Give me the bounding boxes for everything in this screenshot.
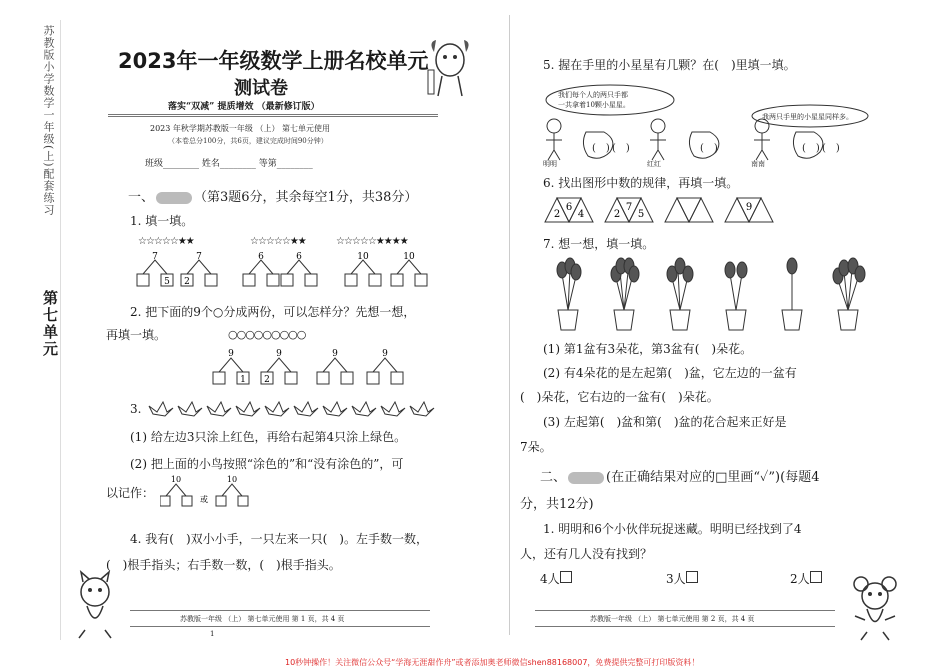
- q6-num-4: 2: [613, 209, 621, 220]
- q7-text: 7. 想一想，填一填。: [543, 237, 655, 251]
- mouse-mascot-icon: [845, 572, 905, 642]
- q6-num-3: 4: [577, 209, 585, 220]
- answer-box[interactable]: [267, 274, 279, 286]
- q7-part1: (1) 第1盆有3朵花，第3盆有( )朵花。: [543, 342, 753, 356]
- sec2-q1-line1: 1. 明明和6个小伙伴玩捉迷藏。明明已经找到了4: [543, 522, 802, 536]
- q3-or: 或: [200, 495, 208, 504]
- q1-top-1: 7: [152, 252, 158, 262]
- q2-top-1: 9: [228, 349, 234, 359]
- q1-stars-1: ☆☆☆☆☆★★: [138, 236, 194, 247]
- bubble2-text: 我两只手里的小星星同样多。: [762, 113, 853, 121]
- q2-line1: 2. 把下面的9个○分成两份，可以怎样分？先想一想，: [130, 305, 416, 319]
- option-label: 3人: [666, 572, 686, 586]
- bird-icon[interactable]: [265, 402, 289, 416]
- answer-box[interactable]: [205, 274, 217, 286]
- bird-icon[interactable]: [352, 402, 376, 416]
- option-label: 4人: [540, 572, 560, 586]
- blank-parens[interactable]: ( ): [592, 143, 610, 154]
- blank-parens[interactable]: ( ): [822, 143, 840, 154]
- q6-num-6: 5: [637, 209, 645, 220]
- q2-decomposition-diagrams: [205, 346, 425, 388]
- answer-box[interactable]: [305, 274, 317, 286]
- flower-pot-icon: [725, 262, 747, 330]
- footer-page-mark: 1: [210, 630, 215, 638]
- q6-num-2: 6: [565, 202, 573, 213]
- section1-title: （第3题6分，其余每空1分，共38分）: [194, 190, 418, 205]
- q2-top-3: 9: [332, 349, 338, 359]
- q3-bird-row: [145, 398, 435, 420]
- answer-box[interactable]: [317, 372, 329, 384]
- name-honghong: 红红: [647, 160, 661, 168]
- answer-box[interactable]: [137, 274, 149, 286]
- blank-parens[interactable]: ( ): [612, 143, 630, 154]
- q7-flower-pots: [548, 256, 873, 334]
- q1-text: 1. 填一填。: [130, 214, 194, 228]
- q6-text: 6. 找出图形中数的规律，再填一填。: [543, 176, 739, 190]
- slogan: 落实“双减” 提质增效 （最新修订版）: [168, 102, 320, 112]
- q1-top-4: 6: [296, 252, 302, 262]
- flower-pot-icon: [782, 258, 802, 330]
- blank-parens[interactable]: ( ): [802, 143, 820, 154]
- bird-icon[interactable]: [381, 402, 405, 416]
- q2-given-1: 1: [240, 375, 246, 385]
- q2-line2: 再填一填。: [106, 328, 167, 342]
- q5-text: 5. 握在手里的小星星有几颗？在( )里填一填。: [543, 58, 796, 72]
- answer-box[interactable]: [341, 372, 353, 384]
- header-rule: [108, 116, 438, 117]
- q4-line2: ( )根手指头；右手数一数，( )根手指头。: [106, 558, 341, 572]
- bird-icon[interactable]: [178, 402, 202, 416]
- q3-record-diagrams: [160, 474, 260, 510]
- answer-box[interactable]: [243, 274, 255, 286]
- answer-box[interactable]: [345, 274, 357, 286]
- footer-rule: [130, 610, 430, 611]
- footer-rule: [535, 626, 835, 627]
- q6-num-10: 9: [745, 202, 753, 213]
- q5-illustration: [540, 82, 870, 168]
- flower-pot-icon: [557, 258, 581, 330]
- q6-num-1: 2: [553, 209, 561, 220]
- bird-icon[interactable]: [294, 402, 318, 416]
- q3-part2-line2: 以记作：: [106, 486, 155, 500]
- q1-stars-3: ☆☆☆☆☆★★★★: [336, 236, 408, 247]
- header-rule: [108, 114, 438, 115]
- name-nannan: 南南: [751, 160, 765, 168]
- q1-top-6: 10: [403, 252, 415, 262]
- promo-footer-note: 10秒钟操作！关注微信公众号“学海无涯甜作舟”或者添加奥老师微信shen88168007，免费提供完整可打印版资料！: [285, 658, 700, 667]
- section-badge-icon: [568, 472, 604, 484]
- q7-part3-line2: 7朵。: [520, 440, 552, 454]
- footer-rule: [535, 610, 835, 611]
- answer-box[interactable]: [369, 274, 381, 286]
- sec2-option-3[interactable]: [790, 570, 822, 587]
- answer-box[interactable]: [415, 274, 427, 286]
- q3-top-2: 10: [226, 475, 238, 484]
- q7-part2-line1: (2) 有4朵花的是左起第( )盆，它左边的一盆有: [543, 366, 797, 380]
- bubble1-line1: 我们每个人的两只手都: [558, 91, 628, 99]
- speech-bubble: [546, 85, 674, 115]
- cat-mascot-icon: [65, 570, 125, 640]
- q1-top-2: 7: [196, 252, 202, 262]
- q1-stars-2: ☆☆☆☆☆★★: [250, 236, 306, 247]
- flower-pot-icon: [611, 258, 639, 330]
- title-line2: 测试卷: [234, 78, 288, 99]
- blank-parens[interactable]: ( ): [700, 143, 718, 154]
- unit-label: 第七单元: [41, 290, 59, 358]
- dog-mascot-icon: [420, 30, 480, 100]
- bird-icon[interactable]: [207, 402, 231, 416]
- q1-given-2: 2: [184, 277, 190, 287]
- name-mingming: 明明: [543, 160, 557, 168]
- q2-top-2: 9: [276, 349, 282, 359]
- check-box[interactable]: [560, 571, 572, 583]
- sec2-q1-line2: 人，还有几人没有找到？: [520, 547, 653, 561]
- section2-heading: [540, 466, 819, 485]
- q3-part2-line1: (2) 把上面的小鸟按照“涂色的”和“没有涂色的”，可: [130, 457, 404, 471]
- footer-left-text: 苏教版一年级 （上） 第七单元使用 第 1 页，共 4 页: [180, 615, 345, 623]
- answer-box[interactable]: [285, 372, 297, 384]
- q7-part3-line1: (3) 左起第( )盆和第( )盆的花合起来正好是: [543, 415, 787, 429]
- q3-label: 3.: [130, 402, 142, 416]
- edition-text: 2023 年秋学期苏教版一年级 （上） 第七单元使用: [150, 124, 330, 133]
- q6-triangle-pattern: [543, 196, 783, 226]
- sec2-option-2[interactable]: [666, 570, 698, 587]
- sec2-option-1[interactable]: [540, 570, 572, 587]
- option-label: 2人: [790, 572, 810, 586]
- answer-box[interactable]: [391, 372, 403, 384]
- bird-icon[interactable]: [410, 402, 434, 416]
- title-line1: 2023年一年级数学上册名校单元: [118, 49, 429, 73]
- footer-right-text: 苏教版一年级 （上） 第七单元使用 第 2 页，共 4 页: [590, 615, 755, 623]
- q2-circles: ○○○○○○○○○: [228, 328, 306, 341]
- section2-prefix: 二、: [540, 470, 567, 485]
- answer-box[interactable]: [391, 274, 403, 286]
- answer-box[interactable]: [216, 496, 226, 506]
- answer-box[interactable]: [182, 496, 192, 506]
- check-box[interactable]: [686, 571, 698, 583]
- answer-box[interactable]: [367, 372, 379, 384]
- student-info-line: 班级________ 姓名________ 等第________: [145, 159, 313, 169]
- bubble1-line2: 一共拿着10颗小星星。: [558, 101, 630, 109]
- q4-line1: 4. 我有( )双小小手，一只左来一只( )。左手数一数，: [130, 532, 428, 546]
- series-label: 苏教版小学数学一年级(上)配套练习: [42, 25, 55, 216]
- flower-pot-icon: [833, 258, 865, 330]
- footer-rule: [130, 626, 430, 627]
- answer-box[interactable]: [160, 496, 170, 506]
- bird-icon[interactable]: [236, 402, 260, 416]
- exam-note: （本卷总分100分，共6页，建议完成时间90分钟）: [168, 137, 328, 145]
- answer-box[interactable]: [281, 274, 293, 286]
- q3-top-1: 10: [170, 475, 182, 484]
- q1-top-5: 10: [357, 252, 369, 262]
- check-box[interactable]: [810, 571, 822, 583]
- answer-box[interactable]: [238, 496, 248, 506]
- bird-icon[interactable]: [149, 402, 173, 416]
- q6-num-5: 7: [625, 202, 633, 213]
- q1-given-1: 5: [164, 277, 170, 287]
- section1-prefix: 一、: [128, 190, 155, 205]
- q1-decomposition-diagrams: [125, 250, 445, 290]
- q7-part2-line2: ( )朵花，它右边的一盆有( )朵花。: [520, 390, 719, 404]
- bird-icon[interactable]: [323, 402, 347, 416]
- flower-pot-icon: [667, 258, 693, 330]
- q1-top-3: 6: [258, 252, 264, 262]
- section1-heading: [128, 186, 417, 205]
- q2-top-4: 9: [382, 349, 388, 359]
- section-badge-icon: [156, 192, 192, 204]
- q2-given-2: 2: [264, 375, 270, 385]
- section2-title-line2: 分，共12分): [520, 497, 594, 512]
- section2-title: (在正确结果对应的□里画“✓”)(每题4: [606, 470, 820, 485]
- answer-box[interactable]: [213, 372, 225, 384]
- q3-part1: (1) 给左边3只涂上红色，再给右起第4只涂上绿色。: [130, 430, 407, 444]
- page-divider: [509, 15, 510, 635]
